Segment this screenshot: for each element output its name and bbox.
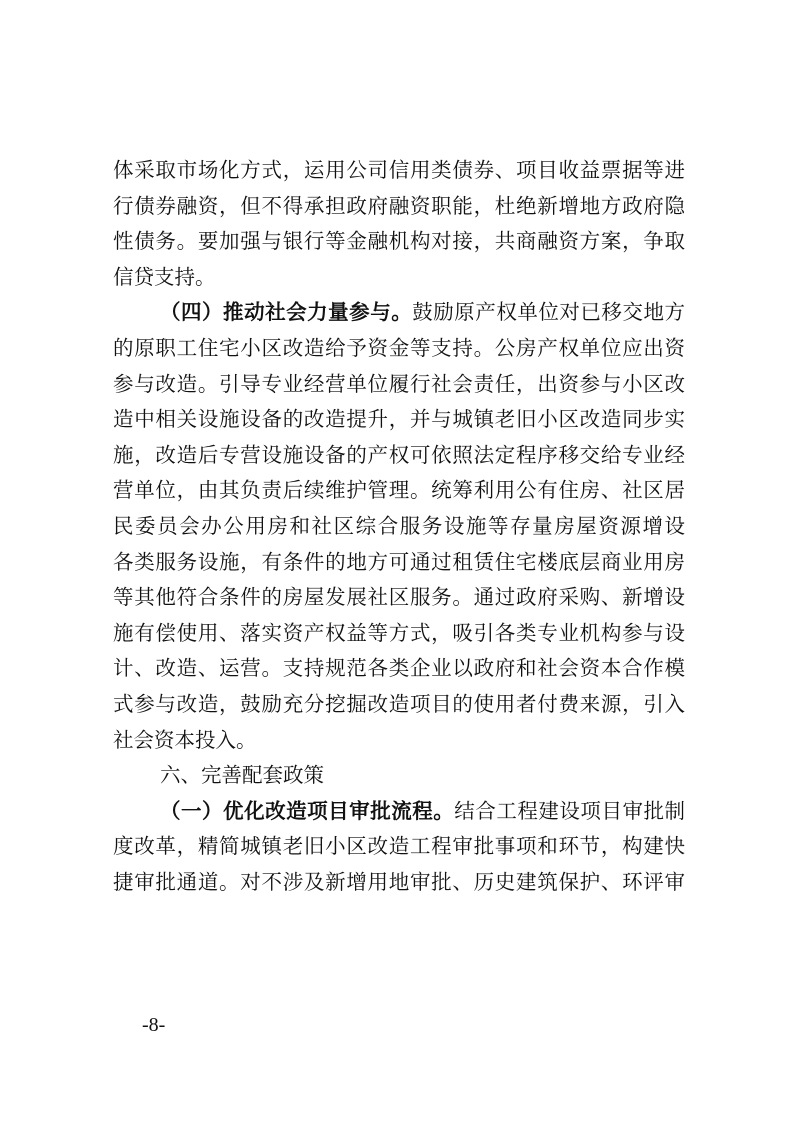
text-line: 营单位，由其负责后续维护管理。统筹利用公有住房、社区居 <box>113 478 685 503</box>
text-line: 等其他符合条件的房屋发展社区服务。通过政府采购、新增设 <box>113 585 685 610</box>
text-line: 计、改造、运营。支持规范各类企业以政府和社会资本合作模 <box>113 656 685 681</box>
text-line: 参与改造。引导专业经营单位履行社会责任，出资参与小区改 <box>113 371 685 396</box>
text-line: 的原职工住宅小区改造给予资金等支持。公房产权单位应出资 <box>113 335 685 360</box>
text-line: 各类服务设施，有条件的地方可通过租赁住宅楼底层商业用房 <box>113 549 685 574</box>
text-line: 度改革，精简城镇老旧小区改造工程审批事项和环节，构建快 <box>113 834 685 859</box>
text-line: 施有偿使用、落实资产权益等方式，吸引各类专业机构参与设 <box>113 620 685 645</box>
paragraph-first-line <box>113 295 685 331</box>
text-line: 施，改造后专营设施设备的产权可依照法定程序移交给专业经 <box>113 442 685 467</box>
text-line: 捷审批通道。对不涉及新增用地审批、历史建筑保护、环评审 <box>113 869 685 894</box>
paragraph-social-participation <box>113 295 685 758</box>
text-line: 式参与改造，鼓励充分挖掘改造项目的使用者付费来源，引入 <box>113 691 685 716</box>
paragraph-financing <box>113 153 685 295</box>
paragraph-text: 结合工程建设项目审批制 <box>454 798 685 823</box>
page-number: -8- <box>142 1014 166 1036</box>
text-line: 行债券融资，但不得承担政府融资职能，杜绝新增地方政府隐 <box>113 193 685 218</box>
paragraph-heading: （四）推动社会力量参与。 <box>160 300 413 325</box>
text-line: 民委员会办公用房和社区综合服务设施等存量房屋资源增设 <box>113 513 685 538</box>
paragraph-heading: （一）优化改造项目审批流程。 <box>160 798 455 823</box>
text-line: 造中相关设施设备的改造提升，并与城镇老旧小区改造同步实 <box>113 407 685 432</box>
paragraph-text: 鼓励原产权单位对已移交地方 <box>412 300 685 325</box>
text-line: 信贷支持。 <box>113 264 216 289</box>
paragraph-approval-process <box>113 794 685 901</box>
text-line: 性债务。要加强与银行等金融机构对接，共商融资方案，争取 <box>113 229 685 254</box>
paragraph-first-line <box>113 794 685 830</box>
text-line: 体采取市场化方式，运用公司信用类债券、项目收益票据等进 <box>113 158 685 182</box>
document-body <box>113 153 685 900</box>
section-title: 六、完善配套政策 <box>160 763 324 788</box>
text-line: 社会资本投入。 <box>113 727 257 752</box>
